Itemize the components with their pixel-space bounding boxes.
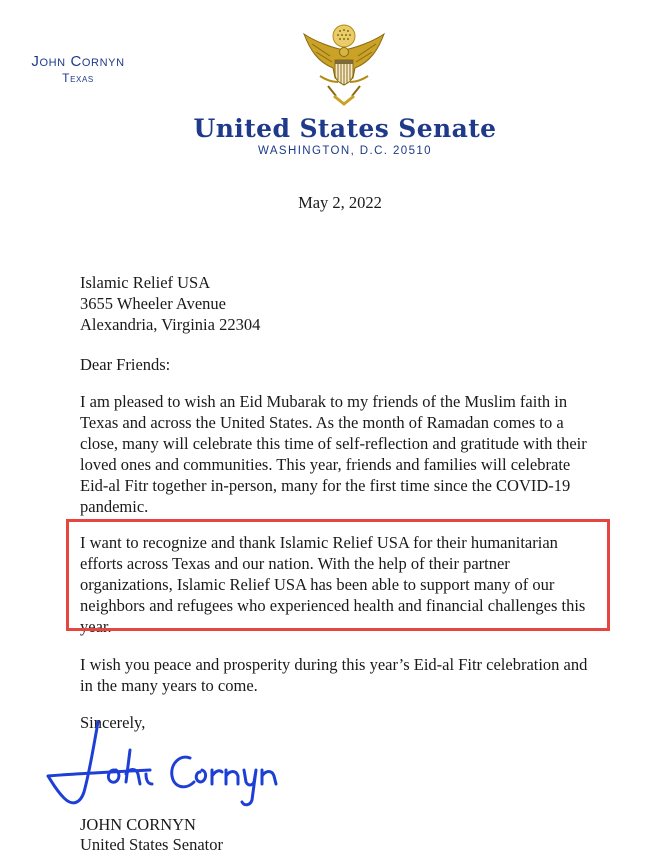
signer-title: United States Senator xyxy=(80,835,223,854)
recipient-name: Islamic Relief USA xyxy=(80,273,211,292)
recipient-address xyxy=(80,272,260,335)
paragraph-greeting: I am pleased to wish an Eid Mubarak to my friends of the Muslim faith in Texas and across the United States. As the month of Ramadan comes to a close, many will celebrate this time of self-reflection and gratitude with their loved ones and communities. This year, friends and families will celebrate Eid-al Fitr together in-person, many for the first time since the COVID-19 pandemic. xyxy=(80,392,587,516)
paragraph-wishes: I wish you peace and prosperity during this year’s Eid-al Fitr celebration and in the many years to come. xyxy=(80,655,588,695)
letterhead-title: United States Senate xyxy=(193,114,497,143)
sender-name: John Cornyn xyxy=(31,53,125,70)
sender-block xyxy=(18,53,138,85)
salutation: Dear Friends: xyxy=(80,355,171,374)
recipient-city: Alexandria, Virginia 22304 xyxy=(80,315,261,334)
letter-date: May 2, 2022 xyxy=(298,193,382,212)
signer-name: JOHN CORNYN xyxy=(80,815,196,834)
senate-seal-icon xyxy=(300,22,388,108)
sender-state: Texas xyxy=(62,71,94,85)
signature xyxy=(40,710,290,810)
closing: Sincerely, xyxy=(80,713,146,732)
highlight-box xyxy=(66,519,610,631)
paragraph-recognition: I want to recognize and thank Islamic Relief USA for their humanitarian efforts across Texas and our nation. With the help of their partner organizations, Islamic Relief USA has been able to support many of our neighbors and refugees who experienced health and financial challenges this year. xyxy=(80,533,586,636)
recipient-street: 3655 Wheeler Avenue xyxy=(80,294,227,313)
letterhead-location: WASHINGTON, D.C. 20510 xyxy=(258,145,432,157)
